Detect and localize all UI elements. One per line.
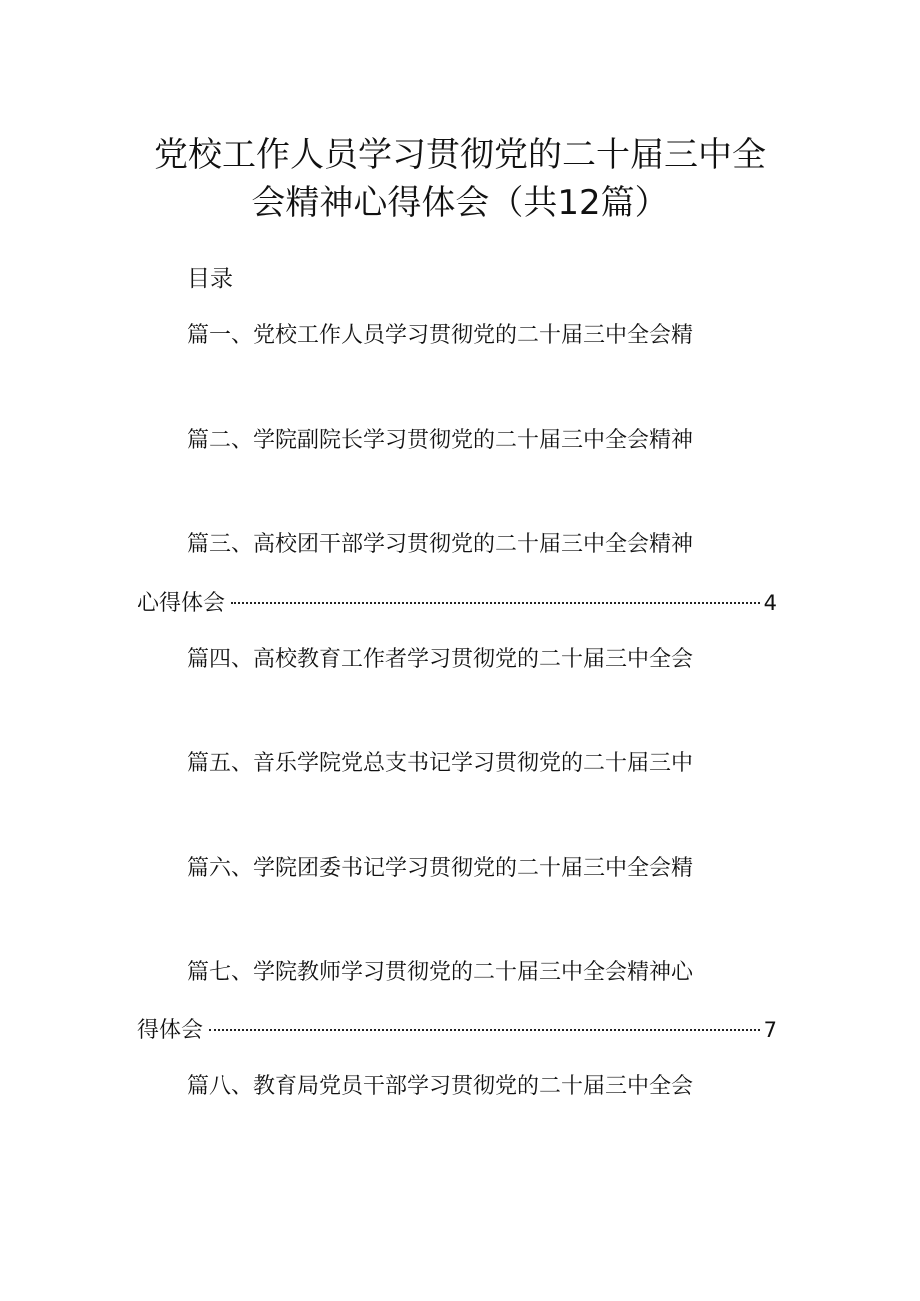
toc-dot-leader [231, 602, 760, 604]
toc-dot-leader [209, 1029, 760, 1031]
toc-entry-8[interactable]: 篇八、教育局党员干部学习贯彻党的二十届三中全会 [187, 1074, 694, 1099]
toc-entry-6[interactable]: 篇六、学院团委书记学习贯彻党的二十届三中全会精 [187, 856, 694, 881]
toc-page-number: 7 [763, 1018, 777, 1042]
document-title-line-2: 会精神心得体会（共12篇） [251, 183, 669, 223]
toc-entry-3[interactable]: 篇三、高校团干部学习贯彻党的二十届三中全会精神 [187, 532, 694, 557]
toc-entry-7[interactable]: 篇七、学院教师学习贯彻党的二十届三中全会精神心 [187, 960, 694, 985]
toc-entry-2[interactable]: 篇二、学院副院长学习贯彻党的二十届三中全会精神 [187, 428, 694, 453]
toc-entry-7-continuation[interactable] [137, 1013, 777, 1048]
toc-entry-1[interactable]: 篇一、党校工作人员学习贯彻党的二十届三中全会精 [187, 323, 694, 348]
toc-entry-5[interactable]: 篇五、音乐学院党总支书记学习贯彻党的二十届三中 [187, 751, 694, 776]
toc-entry-3-continuation[interactable] [137, 586, 777, 621]
document-title-line-1: 党校工作人员学习贯彻党的二十届三中全 [154, 135, 766, 175]
toc-entry-3-text: 心得体会 [137, 591, 226, 616]
toc-heading: 目录 [187, 266, 233, 292]
toc-entry-4[interactable]: 篇四、高校教育工作者学习贯彻党的二十届三中全会 [187, 647, 694, 672]
toc-page-number: 4 [763, 591, 777, 615]
toc-entry-7-text: 得体会 [137, 1018, 204, 1043]
